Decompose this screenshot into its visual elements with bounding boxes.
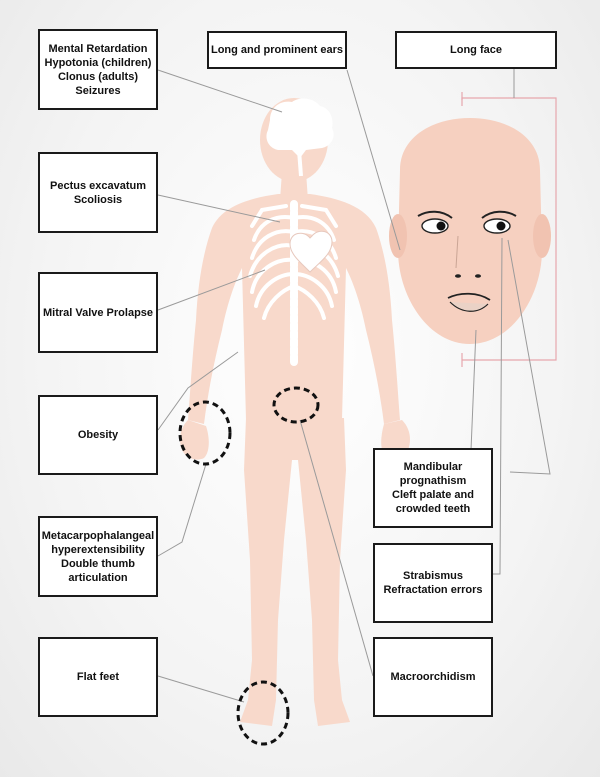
label-line: Refractation errors (383, 584, 483, 596)
label-line: articulation (68, 571, 128, 584)
label-line: Hypotonia (children) (44, 56, 152, 69)
label-eyes (373, 543, 493, 623)
label-line: Long face (450, 44, 502, 56)
label-line: crowded teeth (395, 503, 471, 515)
face-illustration (389, 118, 551, 344)
label-flat-feet (38, 637, 158, 717)
label-obesity (38, 395, 158, 475)
label-line: Scoliosis (73, 193, 123, 206)
label-testes (373, 637, 493, 717)
label-mitral (38, 272, 158, 353)
label-line: Seizures (75, 84, 121, 97)
label-neurological (38, 29, 158, 110)
label-line: Pectus excavatum (50, 179, 146, 192)
label-line: Strabismus (403, 570, 463, 582)
label-chest (38, 152, 158, 233)
label-line: Obesity (77, 429, 119, 441)
label-line: Mitral Valve Prolapse (42, 306, 154, 319)
label-line: Cleft palate and (392, 489, 474, 501)
label-line: Long and prominent ears (210, 44, 343, 56)
label-mandible (373, 448, 493, 528)
human-body-silhouette (180, 98, 410, 726)
label-line: prognathism (399, 475, 467, 487)
label-line: Mental Retardation (48, 42, 148, 55)
label-line: Clonus (adults) (57, 70, 139, 83)
label-line: Flat feet (76, 671, 120, 683)
label-line: Macroorchidism (390, 671, 476, 683)
label-line: hyperextensibility (51, 543, 145, 556)
label-ears (207, 31, 347, 69)
label-long-face (395, 31, 557, 69)
label-line: Double thumb (61, 557, 135, 570)
label-line: Mandibular (403, 461, 463, 473)
label-line: Metacarpophalangeal (41, 529, 155, 542)
label-hands (38, 516, 158, 597)
